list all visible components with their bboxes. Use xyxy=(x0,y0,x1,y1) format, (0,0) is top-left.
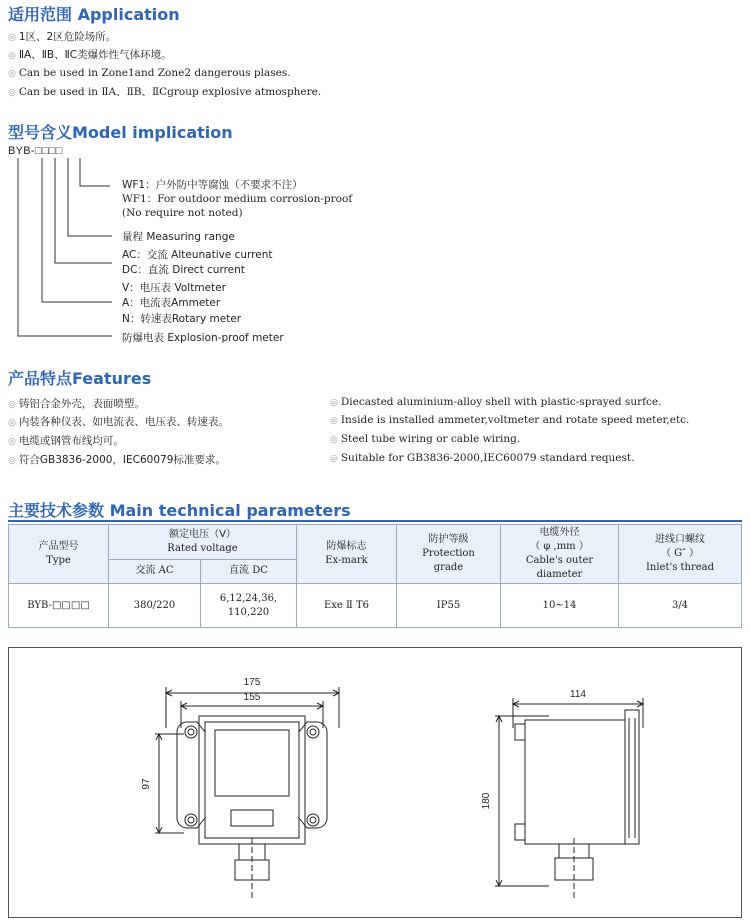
drawing-svg xyxy=(9,648,741,917)
feature-cn-item: ◎ 电缆或钢管布线均可。 xyxy=(8,435,124,447)
cell-dc: 6,12,24,36, 110,220 xyxy=(201,584,297,628)
cell-thread: 3/4 xyxy=(619,584,742,628)
wf-en: WF1：For outdoor medium corrosion-proof xyxy=(122,193,353,205)
header-type: 产品型号 Type xyxy=(9,525,109,584)
header-rated-voltage: 额定电压（V） Rated voltage xyxy=(109,525,297,560)
header-ex-mark: 防爆标志 Ex-mark xyxy=(297,525,397,584)
model-title: 型号含义Model implication xyxy=(8,123,233,142)
features-title: 产品特点Features xyxy=(8,369,152,388)
application-item: ◎ ⅡA、ⅡB、ⅡC类爆炸性气体环境。 xyxy=(8,49,172,61)
cell-protection: IP55 xyxy=(397,584,501,628)
application-title: 适用范围 Application xyxy=(8,5,180,24)
feature-cn-item: ◎ 内装各种仪表、如电流表、电压表、转速表。 xyxy=(8,416,229,428)
feature-en-item: ◎ Inside is installed ammeter,voltmeter and rotate speed meter,etc. xyxy=(330,414,690,426)
dim-175: 175 xyxy=(243,677,261,688)
header-inlet-thread: 进线口螺纹 （ G″ ） Inlet's thread xyxy=(619,525,742,584)
front-view xyxy=(155,687,339,900)
bullet-icon: ◎ xyxy=(8,69,16,79)
tree-line-range xyxy=(68,158,112,236)
cell-type: BYB-□□□□ xyxy=(9,584,109,628)
bullet-icon: ◎ xyxy=(8,51,16,61)
v-label: V：电压表 Voltmeter xyxy=(122,282,226,294)
params-title: 主要技术参数 Main technical parameters xyxy=(8,501,351,520)
dc-label: DC：直流 Direct current xyxy=(122,264,245,276)
bullet-icon: ◎ xyxy=(330,435,338,445)
dim-155: 155 xyxy=(243,692,261,703)
dim-180: 180 xyxy=(481,792,492,810)
bullet-icon: ◎ xyxy=(8,456,16,466)
feature-cn-item: ◎ 符合GB3836-2000，IEC60079标准要求。 xyxy=(8,454,226,466)
cell-cable: 10~14 xyxy=(501,584,619,628)
bullet-icon: ◎ xyxy=(8,88,16,98)
bullet-icon: ◎ xyxy=(8,33,16,43)
n-label: N：转速表Rotary meter xyxy=(122,313,242,325)
tree-line-ex xyxy=(18,158,112,336)
tree-line-wf xyxy=(80,158,110,186)
dim-97: 97 xyxy=(141,778,152,790)
side-view xyxy=(495,698,643,900)
tree-line-acdc xyxy=(55,158,112,263)
bullet-icon: ◎ xyxy=(8,437,16,447)
wf-en-note: (No require not noted) xyxy=(122,207,243,219)
ex-label: 防爆电表 Explosion-proof meter xyxy=(122,332,284,344)
dim-114: 114 xyxy=(570,689,586,700)
cell-ac: 380/220 xyxy=(109,584,201,628)
ac-label: AC：交流 Alteunative current xyxy=(122,249,273,261)
feature-en-item: ◎ Steel tube wiring or cable wiring. xyxy=(330,433,521,445)
feature-cn-item: ◎ 铸铝合金外壳，表面喷塑。 xyxy=(8,398,145,410)
a-label: A：电流表Ammeter xyxy=(122,297,221,309)
header-ac: 交流 AC xyxy=(109,559,201,584)
feature-en-item: ◎ Suitable for GB3836-2000,IEC60079 standard request. xyxy=(330,452,635,464)
params-top-rule xyxy=(8,520,742,522)
bullet-icon: ◎ xyxy=(8,418,16,428)
bullet-icon: ◎ xyxy=(330,454,338,464)
params-table xyxy=(8,524,742,628)
header-dc: 直流 DC xyxy=(201,559,297,584)
dimension-drawing xyxy=(8,647,742,918)
application-item: ◎ 1区、2区危险场所。 xyxy=(8,31,117,43)
bullet-icon: ◎ xyxy=(330,416,338,426)
application-item: ◎ Can be used in Zone1and Zone2 dangerous plases. xyxy=(8,67,291,79)
range-label: 量程 Measuring range xyxy=(122,231,235,243)
header-cable-diameter: 电缆外径 （ φ ,mm ） Cable's outer diameter xyxy=(501,525,619,584)
cell-ex: Exe Ⅱ T6 xyxy=(297,584,397,628)
tree-line-type xyxy=(42,158,112,302)
bullet-icon: ◎ xyxy=(8,400,16,410)
feature-en-item: ◎ Diecasted aluminium-alloy shell with plastic-sprayed surfce. xyxy=(330,396,662,408)
application-item: ◎ Can be used in ⅡA、ⅡB、ⅡCgroup explosive atmosphere. xyxy=(8,86,322,98)
model-code: BYB-□□□□ xyxy=(8,145,63,157)
bullet-icon: ◎ xyxy=(330,398,338,408)
wf-cn: WF1：户外防中等腐蚀（不要求不注） xyxy=(122,179,303,191)
header-protection: 防护等级 Protection grade xyxy=(397,525,501,584)
